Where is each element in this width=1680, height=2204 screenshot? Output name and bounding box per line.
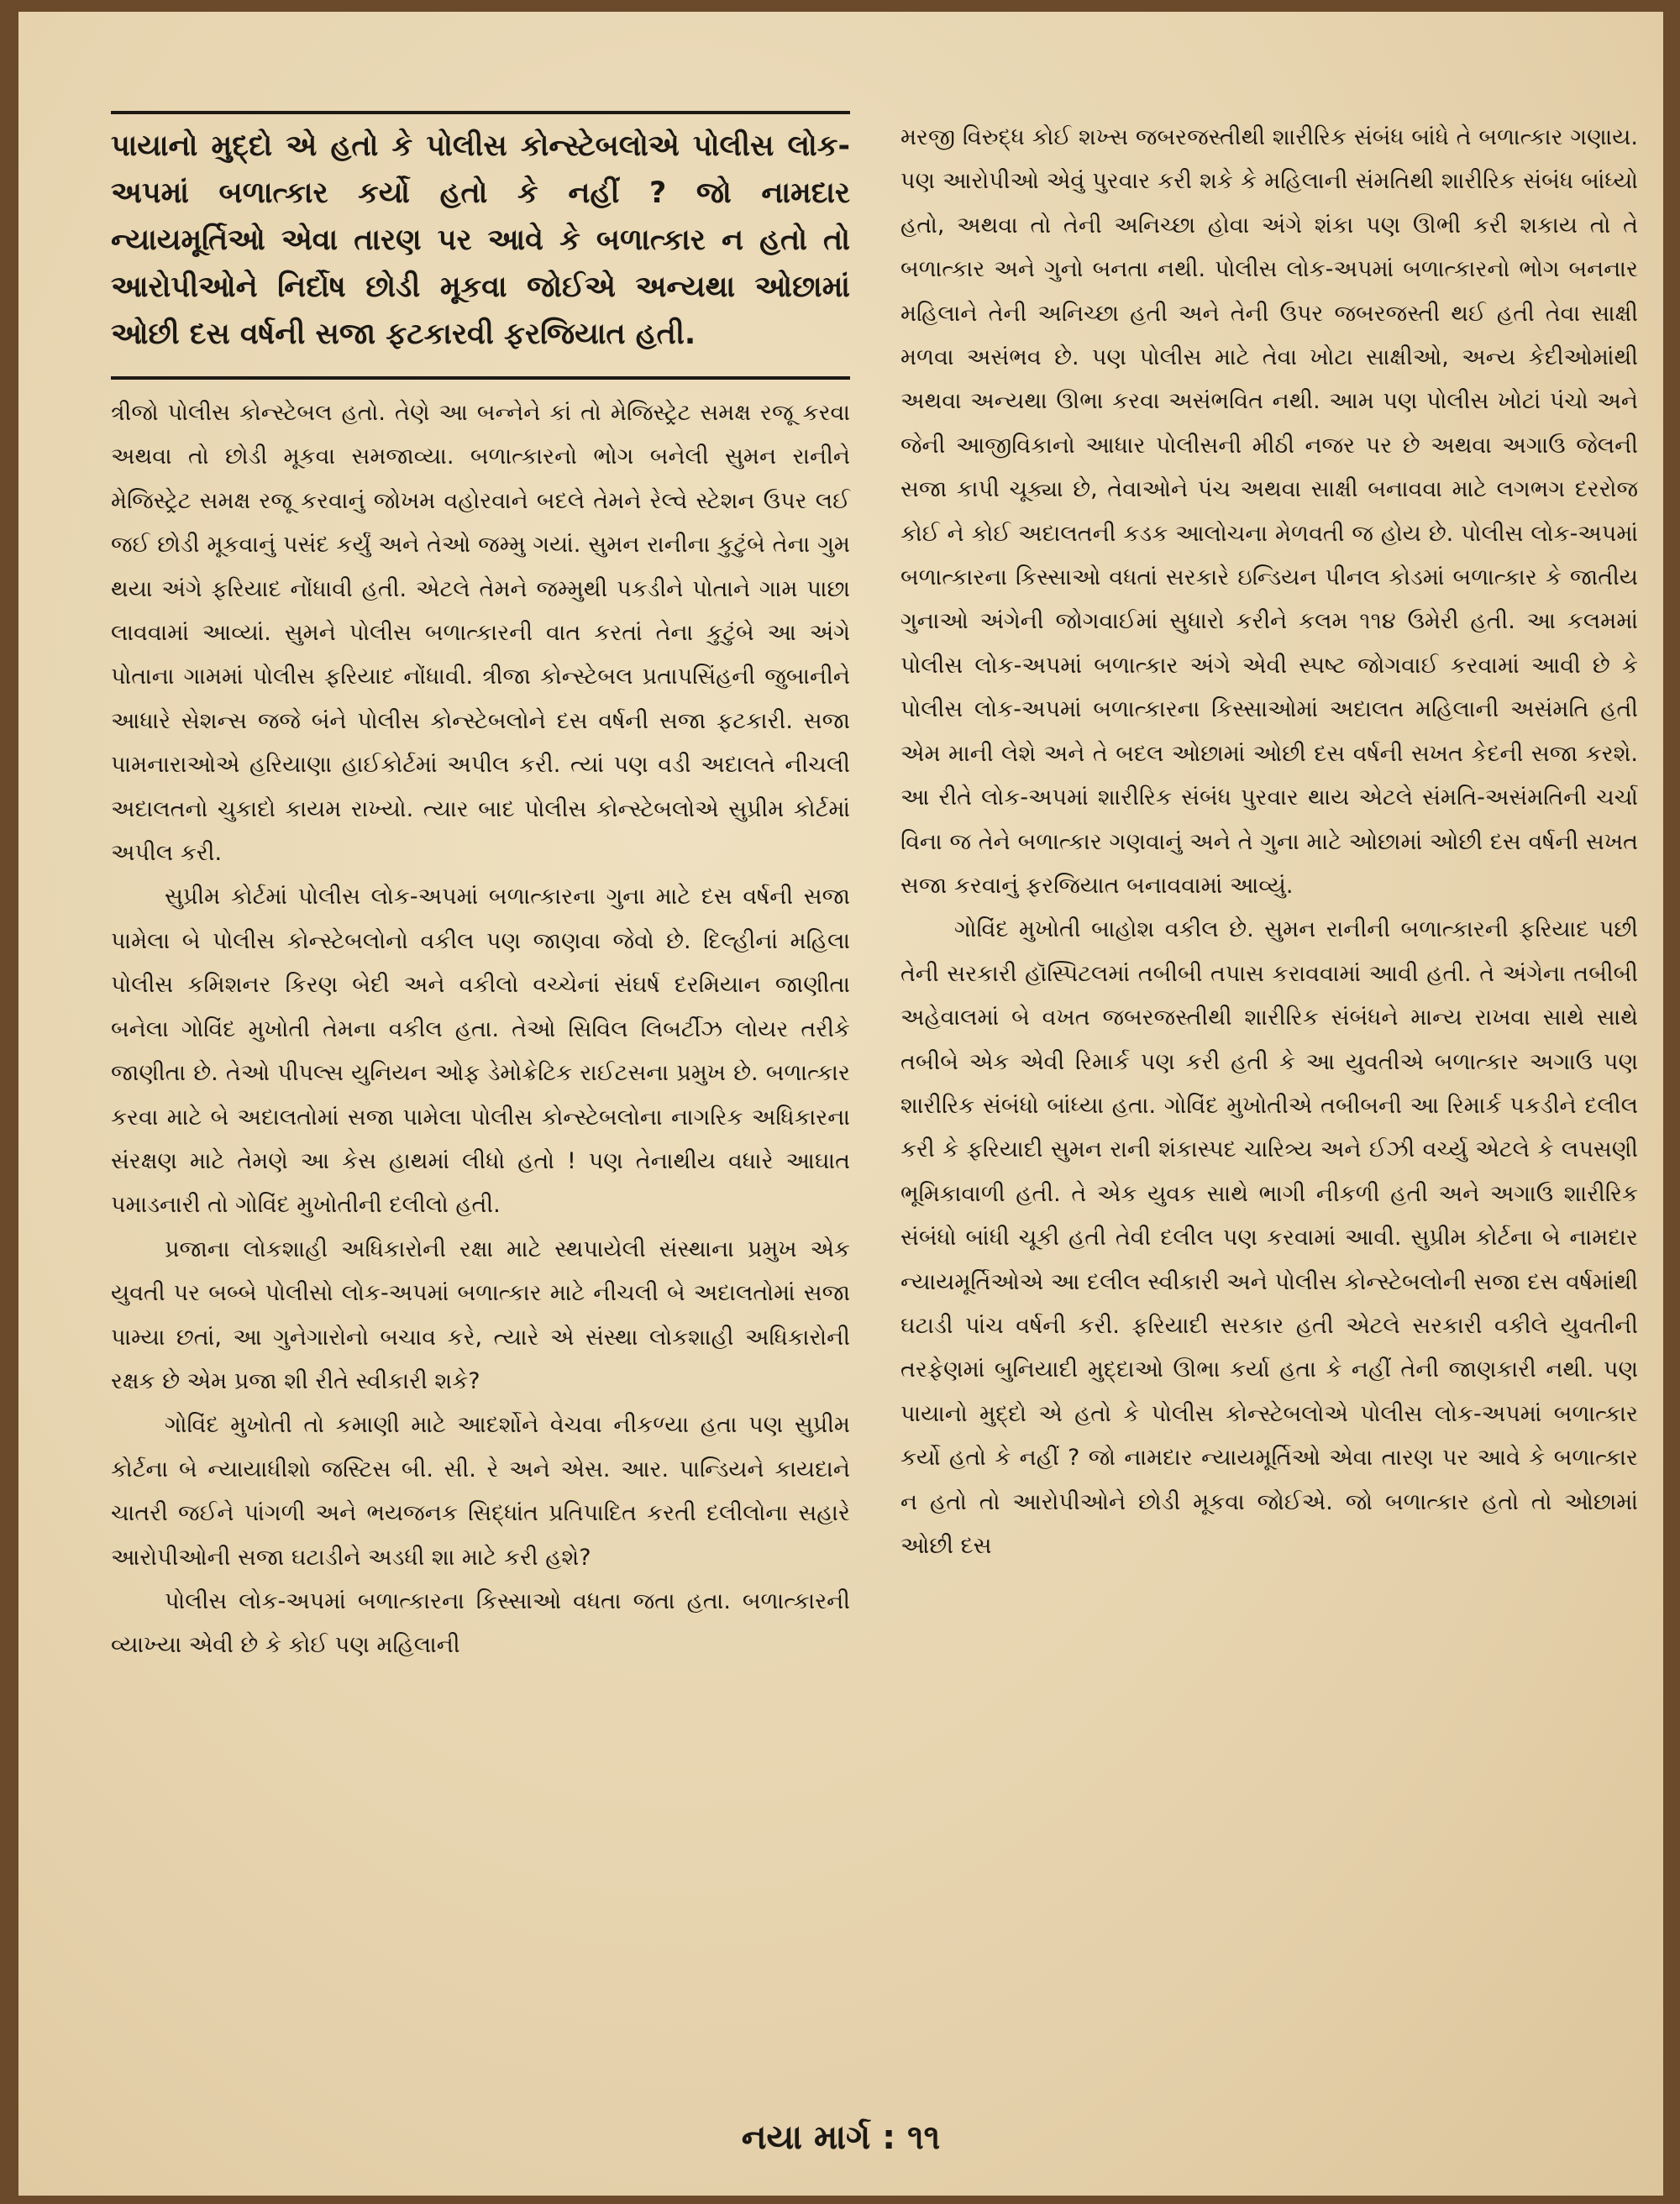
right-paragraph-1: મરજી વિરુદ્ધ કોઈ શખ્સ જબરજસ્તીથી શારીરિક સંબંધ બાંધે તે બળાત્કાર ગણાય. પણ આરોપીઓ એવું પુરવાર કરી શકે કે મહિલાની સંમતિથી શારીરિક સંબંધ બાંધ્યો હતો, અથવા તો તેની અનિચ્છા હોવા અંગે શંકા પણ ઊભી કરી શકાય તો તે બળાત્કાર અને ગુનો બનતા નથી. પોલીસ લોક-અપમાં બળાત્કારનો ભોગ બનનાર મહિલાને તેની અનિચ્છા હતી અને તેની ઉપર જબરજસ્તી થઈ હતી તેવા સાક્ષી મળવા અસંભવ છે. પણ પોલીસ માટે તેવા ખોટા સાક્ષીઓ, અન્ય કેદીઓમાંથી અથવા અન્યથા ઊભા કરવા અસંભવિત નથી. આમ પણ પોલીસ ખોટાં પંચો અને જેની આજીવિકાનો આધાર પોલીસની મીઠી નજર પર છે અથવા અગાઉ જેલની સજા કાપી ચૂક્યા છે, તેવાઓને પંચ અથવા સાક્ષી બનાવવા માટે લગભગ દરરોજ કોઈ ને કોઈ અદાલતની કડક આલોચના મેળવતી જ હોય છે. પોલીસ લોક-અપમાં બળાત્કારના કિસ્સાઓ વધતાં સરકારે ઇન્ડિયન પીનલ કોડમાં બળાત્કાર કે જાતીય ગુનાઓ અંગેની જોગવાઈમાં સુધારો કરીને કલમ ૧૧૪ ઉમેરી હતી. આ કલમમાં પોલીસ લોક-અપમાં બળાત્કાર અંગે એવી સ્પષ્ટ જોગવાઈ કરવામાં આવી છે કે પોલીસ લોક-અપમાં બળાત્કારના કિસ્સાઓમાં અદાલત મહિલાની અસંમતિ હતી એમ માની લેશે અને તે બદલ ઓછામાં ઓછી દસ વર્ષની સખત કેદની સજા કરશે. આ રીતે લોક-અપમાં શારીરિક સંબંધ પુરવાર થાય એટલે સંમતિ-અસંમતિની ચર્ચા વિના જ તેને બળાત્કાર ગણવાનું અને તે ગુના માટે ઓછામાં ઓછી દસ વર્ષની સખત સજા કરવાનું ફરજિયાત બનાવવામાં આવ્યું. bbox=[900, 124, 1638, 899]
left-paragraph-3: પ્રજાના લોકશાહી અધિકારોની રક્ષા માટે સ્થપાયેલી સંસ્થાના પ્રમુખ એક યુવતી પર બબ્બે પોલીસો લોક-અપમાં બળાત્કાર માટે નીચલી બે અદાલતોમાં સજા પામ્યા છતાં, આ ગુનેગારોનો બચાવ કરે, ત્યારે એ સંસ્થા લોકશાહી અધિકારોની રક્ષક છે એમ પ્રજા શી રીતે સ્વીકારી શકે? bbox=[111, 1236, 850, 1394]
left-paragraph-2: સુપ્રીમ કોર્ટમાં પોલીસ લોક-અપમાં બળાત્કારના ગુના માટે દસ વર્ષની સજા પામેલા બે પોલીસ કોન્સ્ટેબલોનો વકીલ પણ જાણવા જેવો છે. દિલ્હીનાં મહિલા પોલીસ કમિશનર કિરણ બેદી અને વકીલો વચ્ચેનાં સંઘર્ષ દરમિયાન જાણીતા બનેલા ગોવિંદ મુખોતી તેમના વકીલ હતા. તેઓ સિવિલ લિબર્ટીઝ લોયર તરીકે જાણીતા છે. તેઓ પીપલ્સ યુનિયન ઓફ ડેમોક્રેટિક રાઈટસના પ્રમુખ છે. બળાત્કાર કરવા માટે બે અદાલતોમાં સજા પામેલા પોલીસ કોન્સ્ટેબલોના નાગરિક અધિકારના સંરક્ષણ માટે તેમણે આ કેસ હાથમાં લીધો હતો ! પણ તેનાથીય વધારે આઘાત પમાડનારી તો ગોવિંદ મુખોતીની દલીલો હતી. bbox=[111, 884, 850, 1219]
page-footer: નયા માર્ગ : ૧૧ bbox=[741, 2118, 941, 2157]
magazine-page bbox=[18, 12, 1663, 2196]
left-paragraph-5: પોલીસ લોક-અપમાં બળાત્કારના કિસ્સાઓ વધતા જતા હતા. બળાત્કારની વ્યાખ્યા એવી છે કે કોઈ પણ મહિલાની bbox=[111, 1587, 850, 1659]
left-paragraph-4: ગોવિંદ મુખોતી તો કમાણી માટે આદર્શોને વેચવા નીકળ્યા હતા પણ સુપ્રીમ કોર્ટના બે ન્યાયાધીશો જસ્ટિસ બી. સી. રે અને એસ. આર. પાન્ડિયને કાયદાને ચાતરી જઈને પાંગળી અને ભયજનક સિદ્ધાંત પ્રતિપાદિત કરતી દલીલોના સહારે આરોપીઓની સજા ઘટાડીને અડધી શા માટે કરી હશે? bbox=[111, 1412, 850, 1571]
right-column bbox=[900, 116, 1638, 1568]
left-paragraph-1: ત્રીજો પોલીસ કોન્સ્ટેબલ હતો. તેણે આ બન્નેને કાં તો મેજિસ્ટ્રેટ સમક્ષ રજૂ કરવા અથવા તો છોડી મૂકવા સમજાવ્યા. બળાત્કારનો ભોગ બનેલી સુમન રાનીને મેજિસ્ટ્રેટ સમક્ષ રજૂ કરવાનું જોખમ વહોરવાને બદલે તેમને રેલ્વે સ્ટેશન ઉપર લઈ જઈ છોડી મૂકવાનું પસંદ કર્યું અને તેઓ જમ્મુ ગયાં. સુમન રાનીના કુટુંબે તેના ગુમ થયા અંગે ફરિયાદ નોંધાવી હતી. એટલે તેમને જમ્મુથી પકડીને પોતાને ગામ પાછા લાવવામાં આવ્યાં. સુમને પોલીસ બળાત્કારની વાત કરતાં તેના કુટુંબે આ અંગે પોતાના ગામમાં પોલીસ ફરિયાદ નોંધાવી. ત્રીજા કોન્સ્ટેબલ પ્રતાપસિંહની જુબાનીને આધારે સેશન્સ જજે બંને પોલીસ કોન્સ્ટેબલોને દસ વર્ષની સજા ફટકારી. સજા પામનારાઓએ હરિયાણા હાઈકોર્ટમાં અપીલ કરી. ત્યાં પણ વડી અદાલતે નીચલી અદાલતનો ચુકાદો કાયમ રાખ્યો. ત્યાર બાદ પોલીસ કોન્સ્ટેબલોએ સુપ્રીમ કોર્ટમાં અપીલ કરી. bbox=[111, 400, 850, 867]
left-column bbox=[111, 111, 850, 1668]
right-paragraph-2: ગોવિંદ મુખોતી બાહોશ વકીલ છે. સુમન રાનીની બળાત્કારની ફરિયાદ પછી તેની સરકારી હૉસ્પિટલમાં તબીબી તપાસ કરાવવામાં આવી હતી. તે અંગેના તબીબી અહેવાલમાં બે વખત જબરજસ્તીથી શારીરિક સંબંધને માન્ય રાખવા સાથે સાથે તબીબે એક એવી રિમાર્ક પણ કરી હતી કે આ યુવતીએ બળાત્કાર અગાઉ પણ શારીરિક સંબંધો બાંધ્યા હતા. ગોવિંદ મુખોતીએ તબીબની આ રિમાર્ક પકડીને દલીલ કરી કે ફરિયાદી સુમન રાની શંકાસ્પદ ચારિત્ર્ય અને ઈઝી વર્ચ્યુ એટલે કે લપસણી ભૂમિકાવાળી હતી. તે એક યુવક સાથે ભાગી નીકળી હતી અને અગાઉ શારીરિક સંબંધો બાંધી ચૂકી હતી તેવી દલીલ પણ કરવામાં આવી. સુપ્રીમ કોર્ટના બે નામદાર ન્યાયમૂર્તિઓએ આ દલીલ સ્વીકારી અને પોલીસ કોન્સ્ટેબલોની સજા દસ વર્ષમાંથી ઘટાડી પાંચ વર્ષની કરી. ફરિયાદી સરકાર હતી એટલે સરકારી વકીલે યુવતીની તરફેણમાં બુનિયાદી મુદ્દાઓ ઊભા કર્યા હતા કે નહીં તેની જાણકારી નથી. પણ પાયાનો મુદ્દો એ હતો કે પોલીસ કોન્સ્ટેબલોએ પોલીસ લોક-અપમાં બળાત્કાર કર્યો હતો કે નહીં ? જો નામદાર ન્યાયમૂર્તિઓ એવા તારણ પર આવે કે બળાત્કાર ન હતો તો આરોપીઓને છોડી મૂકવા જોઈએ. જો બળાત્કાર હતો તો ઓછામાં ઓછી દસ bbox=[900, 916, 1638, 1559]
pull-quote: પાયાનો મુદ્દો એ હતો કે પોલીસ કોન્સ્ટેબલોએ પોલીસ લોક-અપમાં બળાત્કાર કર્યો હતો કે નહીં ? જો નામદાર ન્યાયમૂર્તિઓ એવા તારણ પર આવે કે બળાત્કાર ન હતો તો આરોપીઓને નિર્દોષ છોડી મૂકવા જોઈએ અન્યથા ઓછામાં ઓછી દસ વર્ષની સજા ફટકારવી ફરજિયાત હતી. bbox=[111, 111, 850, 380]
